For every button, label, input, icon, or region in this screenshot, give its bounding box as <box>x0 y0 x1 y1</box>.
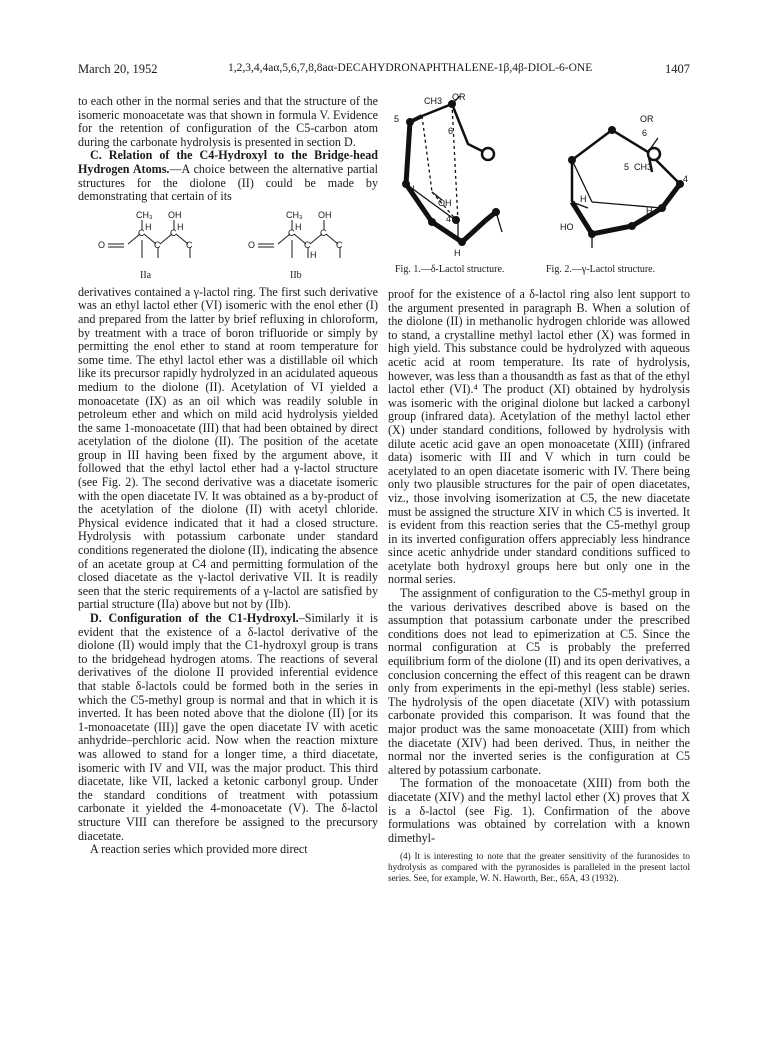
svg-text:H: H <box>310 249 317 260</box>
svg-text:OH: OH <box>168 209 182 220</box>
header-title: 1,2,3,4,4aα,5,6,7,8,8aα-DECAHYDRONAPHTHALENE-1β,4β-DIOL-6-ONE <box>228 62 593 74</box>
svg-text:O: O <box>248 239 256 250</box>
right-column <box>388 288 690 883</box>
svg-text:H: H <box>145 221 152 232</box>
fig2-label-6: 6 <box>642 128 648 138</box>
svg-text:OH: OH <box>318 209 332 220</box>
svg-text:H: H <box>295 221 302 232</box>
svg-text:C: C <box>336 239 343 250</box>
svg-text:C: C <box>186 239 193 250</box>
svg-text:C: C <box>320 227 327 238</box>
svg-text:C: C <box>288 227 295 238</box>
fig2-label-ch3: CH3 <box>634 162 653 172</box>
right-paragraph-3: The formation of the monoacetate (XIII) from both the diacetate (XIV) and the methyl lactol ether (X) proves that X is a δ-lactol (see Fig. 1). Confirmation of the above formulations was obtained by correlation with a known dimethyl- <box>388 776 690 845</box>
fig1-label-h-upper: H <box>408 184 415 194</box>
section-d <box>78 612 378 843</box>
fig2-label-ho: HO <box>560 222 574 232</box>
section-d-text: –Similarly it is evident that the existence of a δ-lactol derivative of the diolone (II) would imply that the C1-hydroxyl group is trans to the bridgehead hydrogen atoms. The reactions of several derivatives of the diolone II provided inferential evidence that stable δ-lactols could be formed both in the series in which the C5-methyl group is normal and that in which it is inverted. It has been noted above that the diolone (II) [or its 1-monoacetate (III)] gave the open diacetate IV with acetic anhydride–perchloric acid. Now when the reaction mixture was allowed to stand for a longer time, a third diacetate, isomeric with IV and VII, was the major product. This third diacetate, like VII, lacked a ketonic carbonyl group. Under the standard conditions of treatment with potassium carbonate it yielded the 4-monoacetate (V). The δ-lactol structure VIII can therefore be assigned to the precursory diacetate. <box>78 611 378 843</box>
fig1-label-ch3: CH3 <box>424 96 443 106</box>
left-paragraph-3: A reaction series which provided more direct <box>90 842 308 857</box>
fig1-label-h-lower: H <box>454 248 461 258</box>
fig2-caption: Fig. 2.—γ-Lactol structure. <box>546 264 656 275</box>
svg-text:C: C <box>154 239 161 250</box>
fig1-label-oh: OH <box>438 198 452 208</box>
section-c-text: —A choice between the alternative partial structures for the diolone (II) could be made by demonstrating that certain of its <box>78 161 378 204</box>
section-c-heading: C. Relation of the C4-Hydroxyl to the Bridge-head Hydrogen Atoms. <box>78 148 378 176</box>
lactol-structure-figures <box>392 92 692 264</box>
fig1-label-4: 4 <box>446 214 452 224</box>
section-d-heading: D. Configuration of the C1-Hydroxyl. <box>90 611 299 625</box>
fig2-label-5: 5 <box>624 162 630 172</box>
fig2-label-h-right: H <box>646 206 653 216</box>
svg-text:C: C <box>138 227 145 238</box>
svg-text:O: O <box>98 239 106 250</box>
running-header <box>78 62 690 80</box>
fig2-gamma-lactol-diagram <box>560 114 688 248</box>
formula-label-iib: IIb <box>290 269 302 281</box>
fig2-label-h-left: H <box>580 194 587 204</box>
right-paragraph-2: The assignment of configuration to the C5-methyl group in the various derivatives described above is based on the assumption that potassium carbonate under the prescribed conditions does not lead to epimerization at C5. Since the normal configuration at C5 is probably the preferred equilibrium form of the diolone (II) and its open derivatives, a conclusion concerning the effect of this reagent can be drawn only from experiments in the epi-methyl (less stable) series. The hydrolysis of the open diacetate (XIV) with potassium carbonate provided this comparison. It was found that the major product was the same monoacetate (XIII) from which the diacetate (XIV) had been derived. Thus, in neither the normal nor the inverted series is the configuration at C5 altered by potassium carbonate. <box>388 586 690 777</box>
footnote-4: (4) It is interesting to note that the greater sensitivity of the furanosides to hydrolysis as compared with the pyranosides is paralleled in the present lactol series. See, for example, W. N. Haworth, Ber., 65A, 43 (1932). <box>388 851 690 883</box>
fig1-label-or: OR <box>452 92 466 102</box>
fig1-label-5: 5 <box>394 114 400 124</box>
svg-text:CH₃: CH₃ <box>286 209 303 220</box>
svg-text:CH₃: CH₃ <box>136 209 153 220</box>
header-date: March 20, 1952 <box>78 62 158 76</box>
fig2-label-4: 4 <box>683 174 689 184</box>
svg-text:C: C <box>170 227 177 238</box>
svg-text:C: C <box>304 239 311 250</box>
fig2-label-or: OR <box>640 114 654 124</box>
formula-label-iia: IIa <box>140 269 152 281</box>
fig1-delta-lactol-diagram <box>394 92 502 258</box>
svg-text:H: H <box>177 221 184 232</box>
fig1-label-6: 6 <box>448 126 454 136</box>
partial-structure-formulas <box>78 210 378 284</box>
fig1-caption: Fig. 1.—δ-Lactol structure. <box>395 264 505 275</box>
section-c <box>78 149 378 203</box>
right-paragraph-1: proof for the existence of a δ-lactol ring also lent support to the argument presented in paragraph B. When a solution of the diolone (II) in methanolic hydrogen chloride was allowed to stand, a crystalline methyl lactol ether (X) was formed in high yield. This substance could be hydrolyzed with aqueous acetic acid at room temperature. Its rate of hydrolysis, however, was less than a thousandth as fast as that of the ethyl lactol ether (VI).⁴ The product (XI) obtained by hydrolysis was isomeric with the original diolone but lacked a carbonyl group (infrared data). Acetylation of the methyl lactol ether (X) under standard conditions, followed by hydrolysis with dilute acetic acid gave an open monoacetate (XIII) (infrared data) isomeric with III and V which in turn could be acetylated to an open diacetate isomeric with IV. There being only two plausible structures for the pair of open diacetates, viz., those involving isomerization at C5, the new diacetate must be assigned the structure XIV in which C5 is inverted. It is evident from this reaction series that the C5-methyl group in its inverted configuration offers appreciably less hindrance since acetic anhydride under standard conditions sufficed to acetylate both hydroxyl groups here but only one in the normal series. <box>388 287 690 587</box>
left-paragraph-1: to each other in the normal series and that the structure of the isomeric monoacetate was that shown in formula V. Evidence for the retention of configuration of the C5-carbon atom during the carbonate hydrolysis is presented in section D. <box>78 94 378 149</box>
header-page-number: 1407 <box>665 62 690 76</box>
left-column <box>78 95 378 857</box>
left-paragraph-2: derivatives contained a γ-lactol ring. The first such derivative was an ethyl lactol ether (VI) isomeric with the enol ether (I) and prepared from the latter by brief refluxing in chloroform, by treatment with a trace of boron trifluoride or simply by permitting the enol ether to stand at room temperature for some time. The ethyl lactol ether was a distillable oil which like its precursor rapidly hydrolyzed in an acidulated aqueous medium to the diolone (II). Acetylation of VI yielded a monoacetate (IX) as an oil which was readily soluble in petroleum ether and which on mild acid hydrolysis yielded the same 1-monoacetate (III) that had been obtained by direct acetylation of the diolone (II). The position of the acetate group in III having been fixed by the argument above, it followed that the ethyl lactol ether had a γ-lactol structure (see Fig. 2). The second derivative was a diacetate isomeric with the open diacetate IV. It was obtained as a by-product of the acetylation of the diolone (II) with acetyl chloride. Physical evidence indicated that it had a closed structure. Hydrolysis with potassium carbonate under standard conditions regenerated the diolone (II), indicating the absence of an acetate group at C4 and permitting formulation of the closed diacetate as the γ-lactol derivative VII. It is readily seen that the steric requirements of a γ-lactol are satisfied by partial structure (IIa) above but not by (IIb). <box>78 284 378 612</box>
